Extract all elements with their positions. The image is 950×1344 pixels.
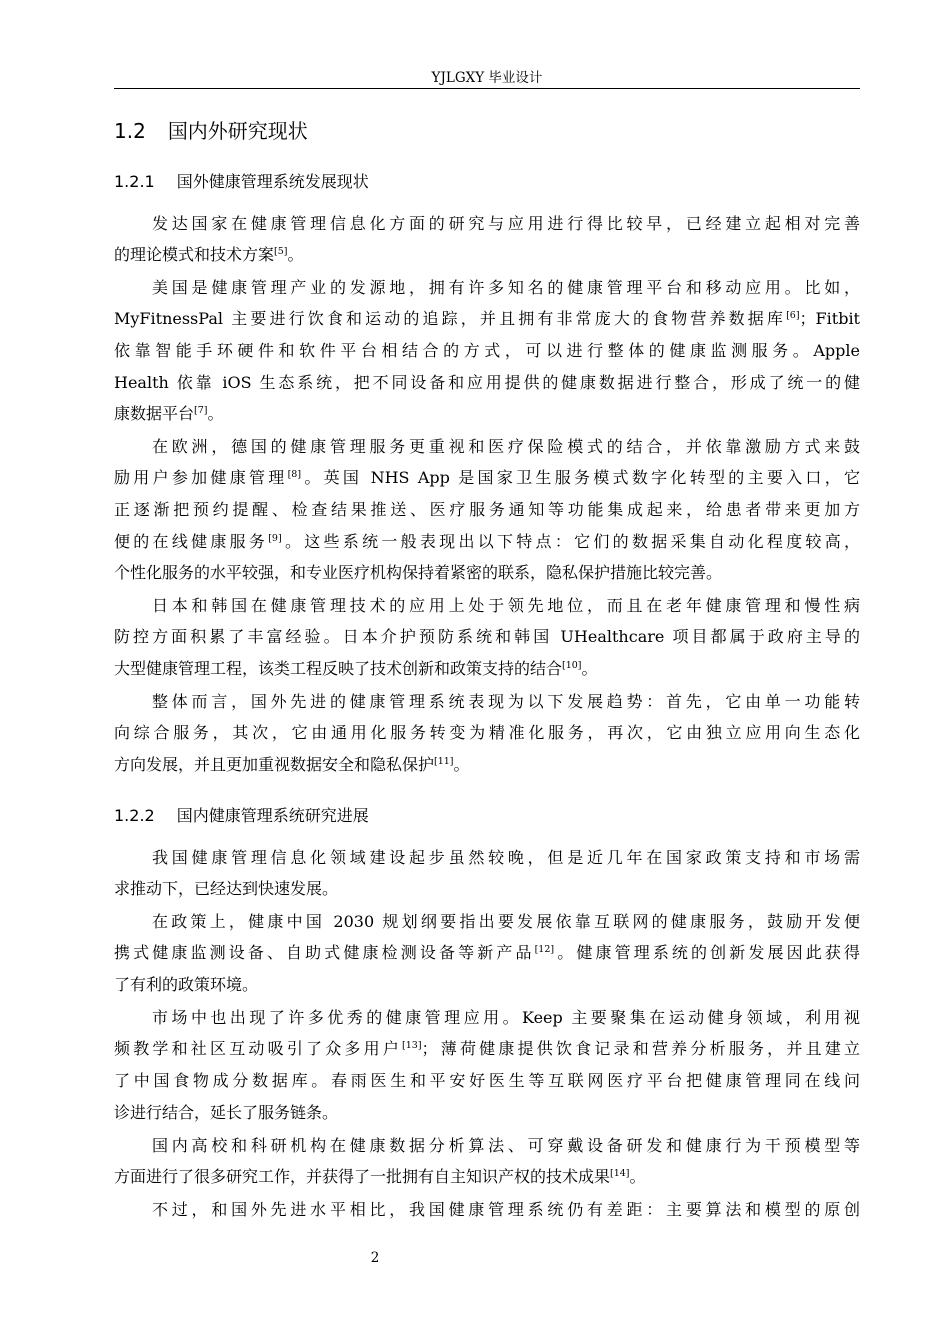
page-number: 2 bbox=[370, 1250, 380, 1266]
subsection-heading-1 bbox=[114, 169, 369, 195]
paragraph-line: 在欧洲，德国的健康管理服务更重视和医疗保险模式的结合，并依靠激励方式来鼓 bbox=[152, 437, 860, 456]
paragraph-line: 美国是健康管理产业的发源地，拥有许多知名的健康管理平台和移动应用。比如， bbox=[152, 278, 860, 297]
paragraph-line: 日本和韩国在健康管理技术的应用上处于领先地位，而且在老年健康管理和慢性病 bbox=[152, 596, 860, 615]
paragraph-line: 频教学和社区互动吸引了众多用户[13]；薄荷健康提供饮食记录和营养分析服务，并且建立 bbox=[114, 1039, 860, 1058]
section-title: 国内外研究现状 bbox=[167, 119, 308, 143]
paragraph-line: 向综合服务，其次，它由通用化服务转变为精准化服务，再次，它由独立应用向生态化 bbox=[114, 723, 860, 742]
paragraph-line: 正逐渐把预约提醒、检查结果推送、医疗服务通知等功能集成起来，给患者带来更加方 bbox=[114, 500, 860, 519]
subsection-number: 1.2.2 bbox=[114, 806, 155, 825]
citation-ref: [5] bbox=[274, 245, 288, 257]
citation-ref: [13] bbox=[402, 1039, 422, 1051]
paragraph-line: 不过，和国外先进水平相比，我国健康管理系统仍有差距：主要算法和模型的原创 bbox=[152, 1200, 860, 1219]
subsection-title: 国外健康管理系统发展现状 bbox=[176, 172, 369, 191]
section-heading bbox=[114, 116, 308, 146]
paragraph-line: 了中国食物成分数据库。春雨医生和平安好医生等互联网医疗平台把健康管理同在线问 bbox=[114, 1071, 860, 1090]
paragraph-line: 携式健康监测设备、自助式健康检测设备等新产品[12]。健康管理系统的创新发展因此获得 bbox=[114, 943, 860, 962]
paragraph-line: 方面进行了很多研究工作，并获得了一批拥有自主知识产权的技术成果[14]。 bbox=[114, 1167, 646, 1186]
page-header: YJLGXY 毕业设计 bbox=[114, 68, 860, 89]
paragraph-line: 防控方面积累了丰富经验。日本介护预防系统和韩国 UHealthcare 项目都属于政府主导的 bbox=[114, 627, 860, 646]
paragraph-line: 求推动下，已经达到快速发展。 bbox=[114, 879, 339, 898]
paragraph-line: 大型健康管理工程，该类工程反映了技术创新和政策支持的结合[10]。 bbox=[114, 659, 598, 678]
subsection-heading-2 bbox=[114, 803, 369, 829]
paragraph-line: 市场中也出现了许多优秀的健康管理应用。Keep 主要聚集在运动健身领域，利用视 bbox=[152, 1008, 860, 1027]
paragraph-line: 便的在线健康服务[9]。这些系统一般表现出以下特点：它们的数据采集自动化程度较高， bbox=[114, 532, 860, 551]
citation-ref: [9] bbox=[268, 532, 282, 544]
citation-ref: [10] bbox=[562, 659, 582, 671]
paragraph-line: 依靠智能手环硬件和软件平台相结合的方式，可以进行整体的健康监测服务。Apple bbox=[114, 341, 860, 360]
section-number: 1.2 bbox=[114, 119, 146, 143]
citation-ref: [8] bbox=[287, 468, 302, 480]
subsection-number: 1.2.1 bbox=[114, 172, 155, 191]
citation-ref: [7] bbox=[194, 404, 208, 416]
paragraph-line: 康数据平台[7]。 bbox=[114, 404, 224, 423]
paragraph-line: 我国健康管理信息化领域建设起步虽然较晚，但是近几年在国家政策支持和市场需 bbox=[152, 848, 860, 867]
paragraph-line: 了有利的政策环境。 bbox=[114, 975, 259, 994]
subsection-title: 国内健康管理系统研究进展 bbox=[176, 806, 369, 825]
citation-ref: [12] bbox=[534, 943, 555, 955]
paragraph-line: 在政策上，健康中国 2030 规划纲要指出要发展依靠互联网的健康服务，鼓励开发便 bbox=[152, 912, 860, 931]
paragraph-line: 励用户参加健康管理[8]。英国 NHS App 是国家卫生服务模式数字化转型的主要入口，它 bbox=[114, 468, 860, 487]
citation-ref: [14] bbox=[610, 1167, 630, 1179]
paragraph-line: 的理论模式和技术方案[5]。 bbox=[114, 245, 304, 264]
paragraph-line: 个性化服务的水平较强，和专业医疗机构保持着紧密的联系，隐私保护措施比较完善。 bbox=[114, 563, 723, 582]
paragraph-line: 发达国家在健康管理信息化方面的研究与应用进行得比较早，已经建立起相对完善 bbox=[152, 214, 860, 233]
paragraph-line: MyFitnessPal 主要进行饮食和运动的追踪，并且拥有非常庞大的食物营养数据库[6]；Fitbit bbox=[114, 309, 860, 328]
paragraph-line: 国内高校和科研机构在健康数据分析算法、可穿戴设备研发和健康行为干预模型等 bbox=[152, 1136, 860, 1155]
citation-ref: [11] bbox=[434, 755, 454, 767]
paragraph-line: 整体而言，国外先进的健康管理系统表现为以下发展趋势：首先，它由单一功能转 bbox=[152, 692, 860, 711]
paragraph-line: 诊进行结合，延长了服务链条。 bbox=[114, 1103, 339, 1122]
paragraph-line: Health 依靠 iOS 生态系统，把不同设备和应用提供的健康数据进行整合，形成了统一的健 bbox=[114, 373, 860, 392]
paragraph-line: 方向发展，并且更加重视数据安全和隐私保护[11]。 bbox=[114, 755, 470, 774]
citation-ref: [6] bbox=[786, 309, 800, 321]
